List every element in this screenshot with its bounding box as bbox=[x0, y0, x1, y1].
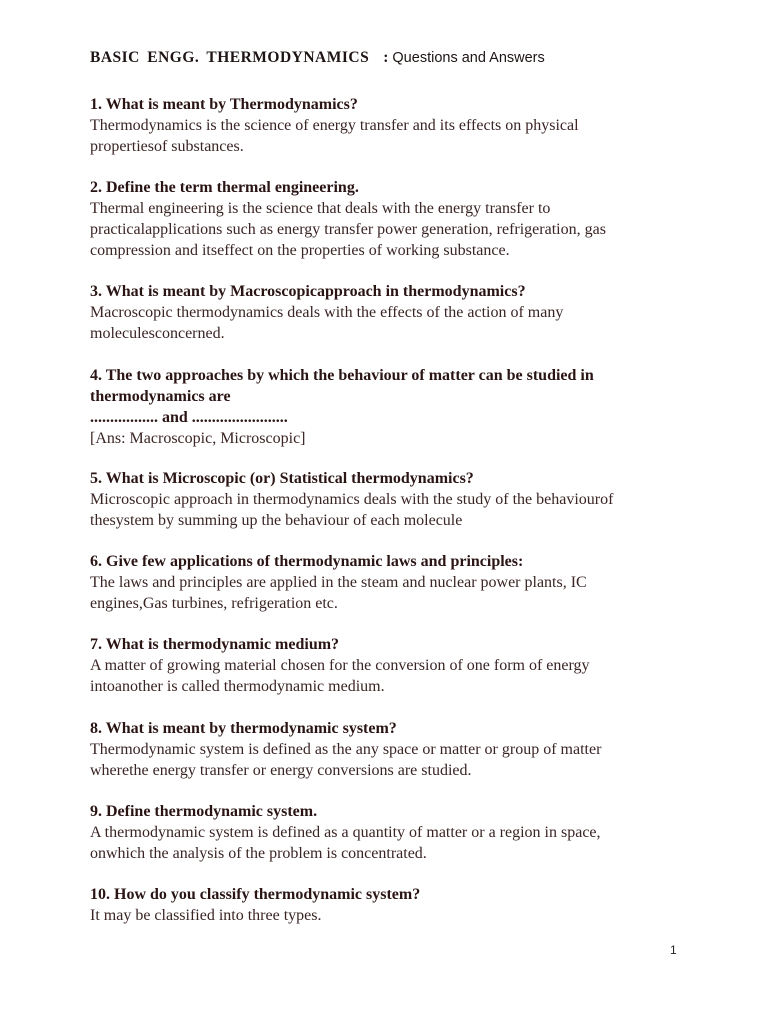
answer-3: Macroscopic thermodynamics deals with the effects of the action of many moleculesconcerned. bbox=[90, 304, 564, 342]
qa-item-2 bbox=[90, 177, 710, 261]
page-number: 1 bbox=[670, 943, 677, 957]
question-2: 2. Define the term thermal engineering. bbox=[90, 179, 359, 196]
question-5: 5. What is Microscopic (or) Statistical thermodynamics? bbox=[90, 470, 474, 487]
question-8: 8. What is meant by thermodynamic system? bbox=[90, 720, 397, 737]
document-title: BASIC ENGG. THERMODYNAMICS bbox=[90, 49, 370, 66]
answer-4: [Ans: Macroscopic, Microscopic] bbox=[90, 430, 306, 447]
qa-item-10 bbox=[90, 884, 710, 926]
qa-item-4 bbox=[90, 365, 710, 449]
question-4: 4. The two approaches by which the behaviour of matter can be studied in thermodynamics are ................. and ........................ bbox=[90, 367, 594, 426]
answer-10: It may be classified into three types. bbox=[90, 907, 322, 924]
qa-item-5 bbox=[90, 468, 710, 531]
answer-2: Thermal engineering is the science that deals with the energy transfer to practicalapplications such as energy transfer power generation, refrigeration, gas compression and itseffect on the properties of working substance. bbox=[90, 200, 606, 259]
document-subtitle: Questions and Answers bbox=[392, 50, 545, 66]
qa-item-1 bbox=[90, 94, 710, 157]
answer-6: The laws and principles are applied in the steam and nuclear power plants, IC engines,Gas turbines, refrigeration etc. bbox=[90, 574, 587, 612]
answer-8: Thermodynamic system is defined as the any space or matter or group of matter wherethe energy transfer or energy conversions are studied. bbox=[90, 741, 602, 779]
qa-item-9 bbox=[90, 801, 710, 864]
answer-7: A matter of growing material chosen for the conversion of one form of energy intoanother is called thermodynamic medium. bbox=[90, 657, 590, 695]
question-6: 6. Give few applications of thermodynamic laws and principles: bbox=[90, 553, 524, 570]
answer-5: Microscopic approach in thermodynamics deals with the study of the behaviourof thesystem by summing up the behaviour of each molecule bbox=[90, 491, 614, 529]
question-3: 3. What is meant by Macroscopicapproach in thermodynamics? bbox=[90, 283, 526, 300]
answer-1: Thermodynamics is the science of energy transfer and its effects on physical propertiesof substances. bbox=[90, 117, 579, 155]
qa-item-6 bbox=[90, 551, 710, 614]
title-separator: : bbox=[383, 49, 389, 66]
answer-9: A thermodynamic system is defined as a quantity of matter or a region in space, onwhich the analysis of the problem is concentrated. bbox=[90, 824, 601, 862]
qa-item-7 bbox=[90, 634, 710, 697]
qa-item-3 bbox=[90, 281, 710, 344]
qa-item-8 bbox=[90, 718, 710, 781]
question-10: 10. How do you classify thermodynamic system? bbox=[90, 886, 421, 903]
document-header bbox=[90, 49, 545, 67]
question-9: 9. Define thermodynamic system. bbox=[90, 803, 318, 820]
question-7: 7. What is thermodynamic medium? bbox=[90, 636, 340, 653]
question-1: 1. What is meant by Thermodynamics? bbox=[90, 96, 358, 113]
